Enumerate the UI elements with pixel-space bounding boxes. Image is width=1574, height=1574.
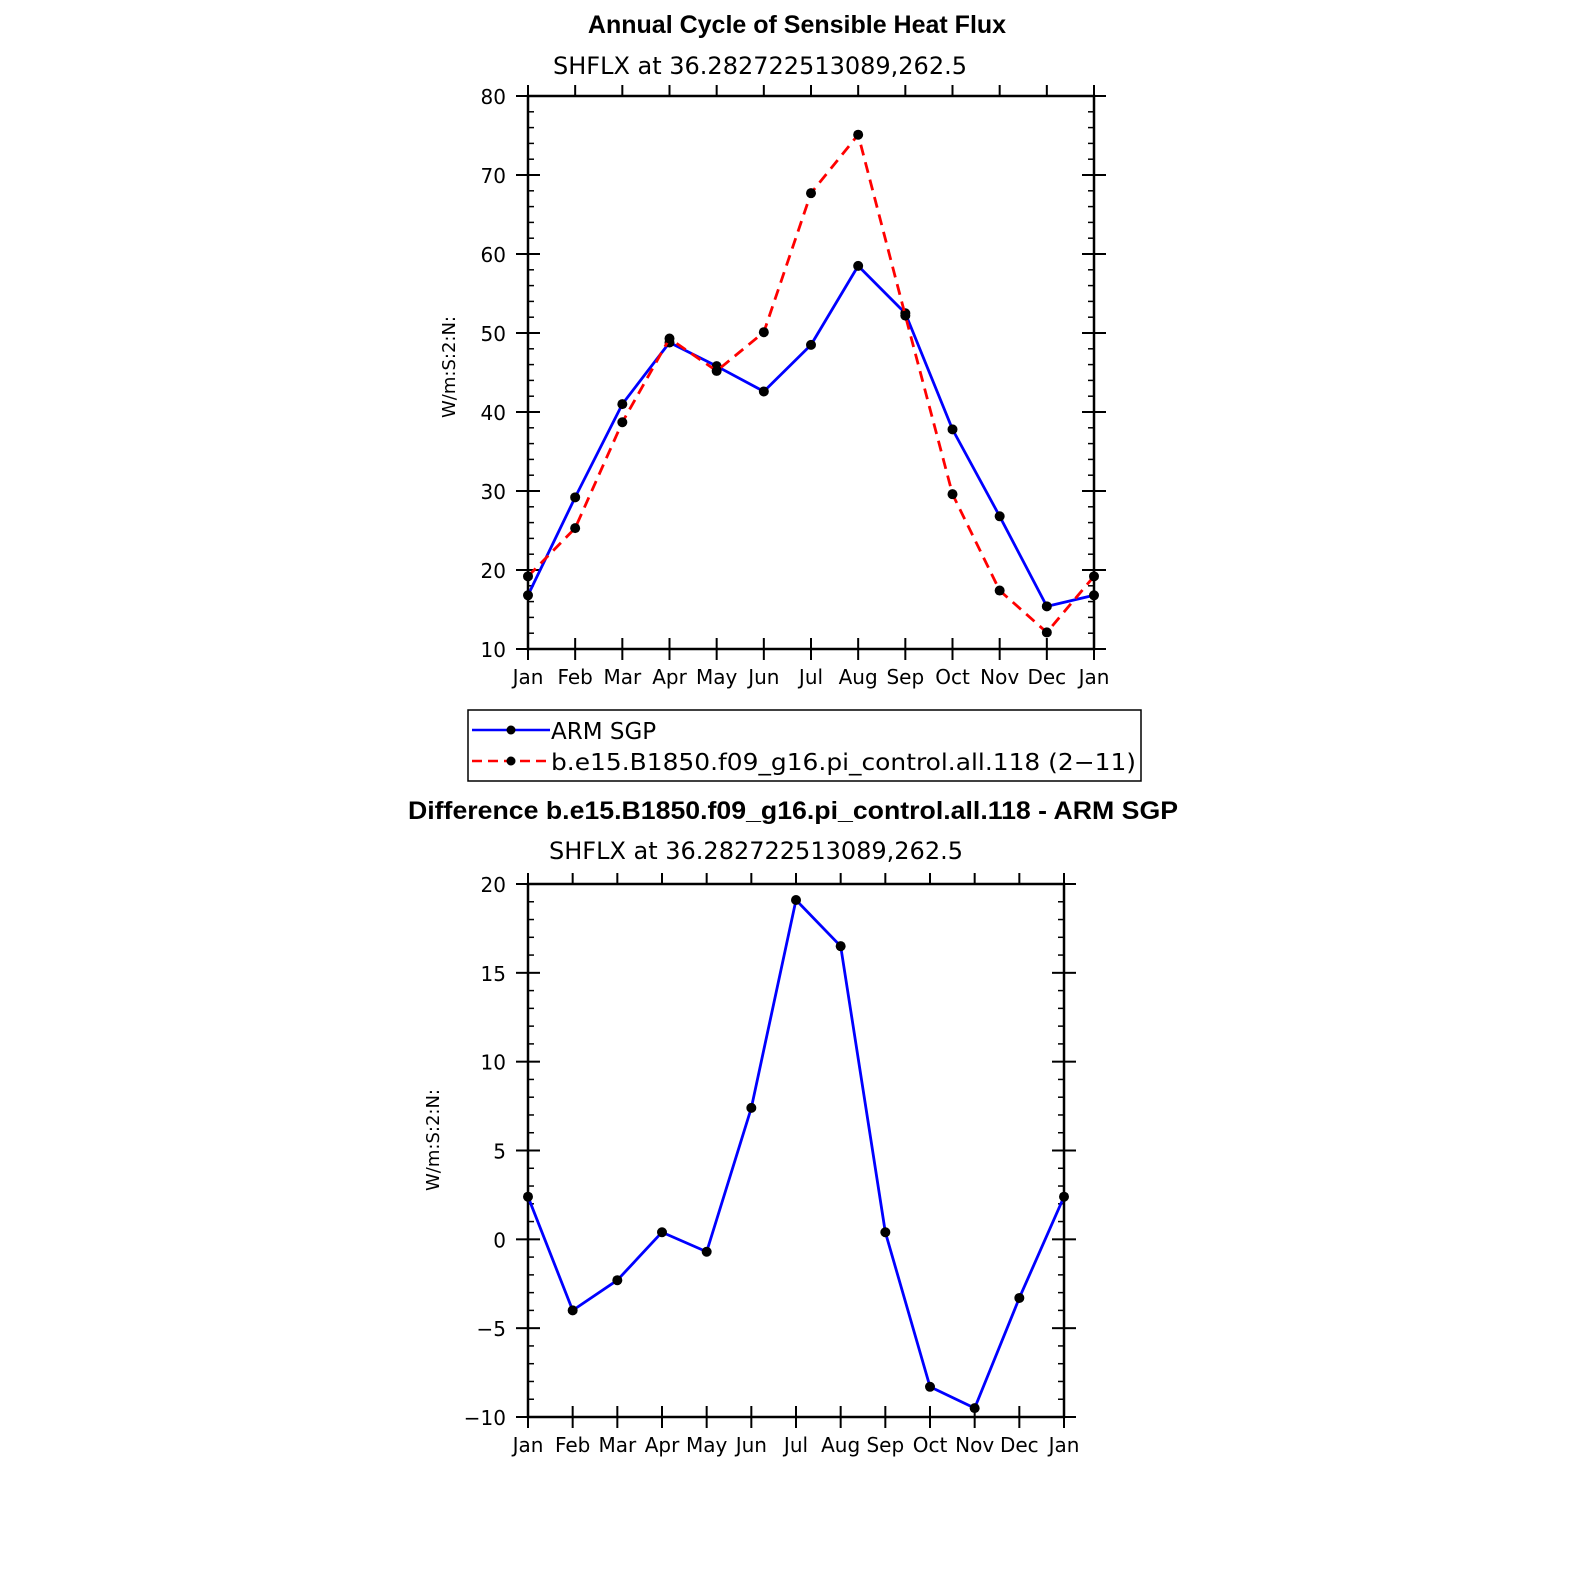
legend-marker-model [507,757,516,766]
data-point [617,417,627,427]
y-tick-label: 50 [480,322,506,346]
data-point [1042,601,1052,611]
x-tick-label: Feb [554,1433,591,1457]
y-tick-label: 10 [480,1050,506,1075]
data-point [657,1227,667,1237]
x-tick-label: Mar [603,665,642,689]
y-tick-label: 30 [480,480,506,504]
x-tick-label: Oct [935,665,970,689]
y-tick-label: 40 [480,401,506,425]
data-point [523,1192,533,1202]
data-point [995,511,1005,521]
x-tick-label: Jan [512,665,544,689]
axes [516,85,1106,660]
data-point [570,492,580,502]
x-tick-label: Aug [821,1433,861,1457]
data-point [1089,590,1099,600]
x-tick-label: May [685,1433,728,1457]
annual-cycle-panel [439,11,1109,689]
x-tick-label: Jul [798,665,824,689]
data-point [880,1227,890,1237]
plot-frame [528,96,1094,649]
chart-subtitle: SHFLX at 36.282722513089,262.5 [548,837,964,865]
legend-label-model: b.e15.B1850.f09_g16.pi_control.all.118 (2−11) [551,750,1136,776]
x-tick-label: Nov [955,1433,995,1457]
legend-marker-arm [507,726,516,735]
y-tick-label: 20 [480,873,506,897]
tick-labels [481,85,1110,689]
y-tick-label: −5 [476,1317,506,1342]
chart-subtitle: SHFLX at 36.282722513089,262.5 [552,52,968,80]
data-point [1089,571,1099,581]
difference-panel [408,797,1178,1457]
x-tick-label: Jul [783,1433,809,1457]
y-tick-label: 10 [480,638,506,662]
x-tick-label: Feb [557,665,593,689]
data-point [948,424,958,434]
data-point [523,571,533,581]
x-tick-label: Dec [999,1433,1039,1457]
chart-title: Annual Cycle of Sensible Heat Flux [587,11,1007,39]
x-tick-label: Jan [1048,1433,1080,1457]
data-point [712,366,722,376]
x-tick-label: Apr [644,1433,680,1457]
y-tick-label: −10 [463,1406,506,1430]
x-tick-label: Apr [652,665,687,689]
data-point [970,1403,980,1413]
y-axis-label: W/m:S:2:N: [439,316,460,418]
tick-labels [464,873,1080,1457]
data-point [853,261,863,271]
data-point [806,340,816,350]
x-tick-label: Mar [598,1433,637,1457]
data-point [1042,627,1052,637]
x-tick-label: Jan [512,1433,544,1457]
y-tick-label: 60 [480,243,506,267]
data-point [836,941,846,951]
x-tick-label: Jun [748,665,780,689]
chart-title: Difference b.e15.B1850.f09_g16.pi_control.all.118 - ARM SGP [408,797,1178,825]
y-tick-label: 15 [480,961,506,986]
data-point [853,130,863,140]
series-line-0 [528,266,1094,606]
x-tick-label: Sep [866,1433,905,1457]
legend [468,710,1141,781]
data-point [617,399,627,409]
series-layer [523,895,1069,1413]
data-point [900,311,910,321]
x-tick-label: Sep [886,665,925,689]
data-point [665,334,675,344]
y-axis-label: W/m:S:2:N: [423,1089,444,1191]
data-point [568,1305,578,1315]
data-point [995,586,1005,596]
data-point [791,895,801,905]
series-line-0 [528,900,1064,1408]
x-tick-label: Jun [735,1433,767,1457]
data-point [806,188,816,198]
data-point [1059,1192,1069,1202]
y-tick-label: 80 [480,85,506,109]
data-point [523,590,533,600]
data-point [702,1247,712,1257]
data-point [612,1275,622,1285]
x-tick-label: Oct [912,1433,948,1457]
y-tick-label: 0 [493,1228,506,1253]
x-tick-label: Dec [1027,665,1067,689]
data-point [948,489,958,499]
axes [516,873,1076,1428]
plot-frame [528,884,1064,1417]
data-point [1014,1293,1024,1303]
data-point [759,327,769,337]
series-layer [523,130,1099,638]
x-tick-label: Nov [980,665,1020,689]
legend-label-arm: ARM SGP [551,719,657,745]
data-point [925,1382,935,1392]
data-point [746,1103,756,1113]
data-point [759,386,769,396]
data-point [570,523,580,533]
x-tick-label: May [695,665,738,689]
series-line-1 [528,135,1094,633]
y-tick-label: 70 [480,164,506,188]
y-tick-label: 5 [493,1139,506,1164]
x-tick-label: Aug [838,665,878,689]
y-tick-label: 20 [480,559,506,583]
x-tick-label: Jan [1078,665,1110,689]
